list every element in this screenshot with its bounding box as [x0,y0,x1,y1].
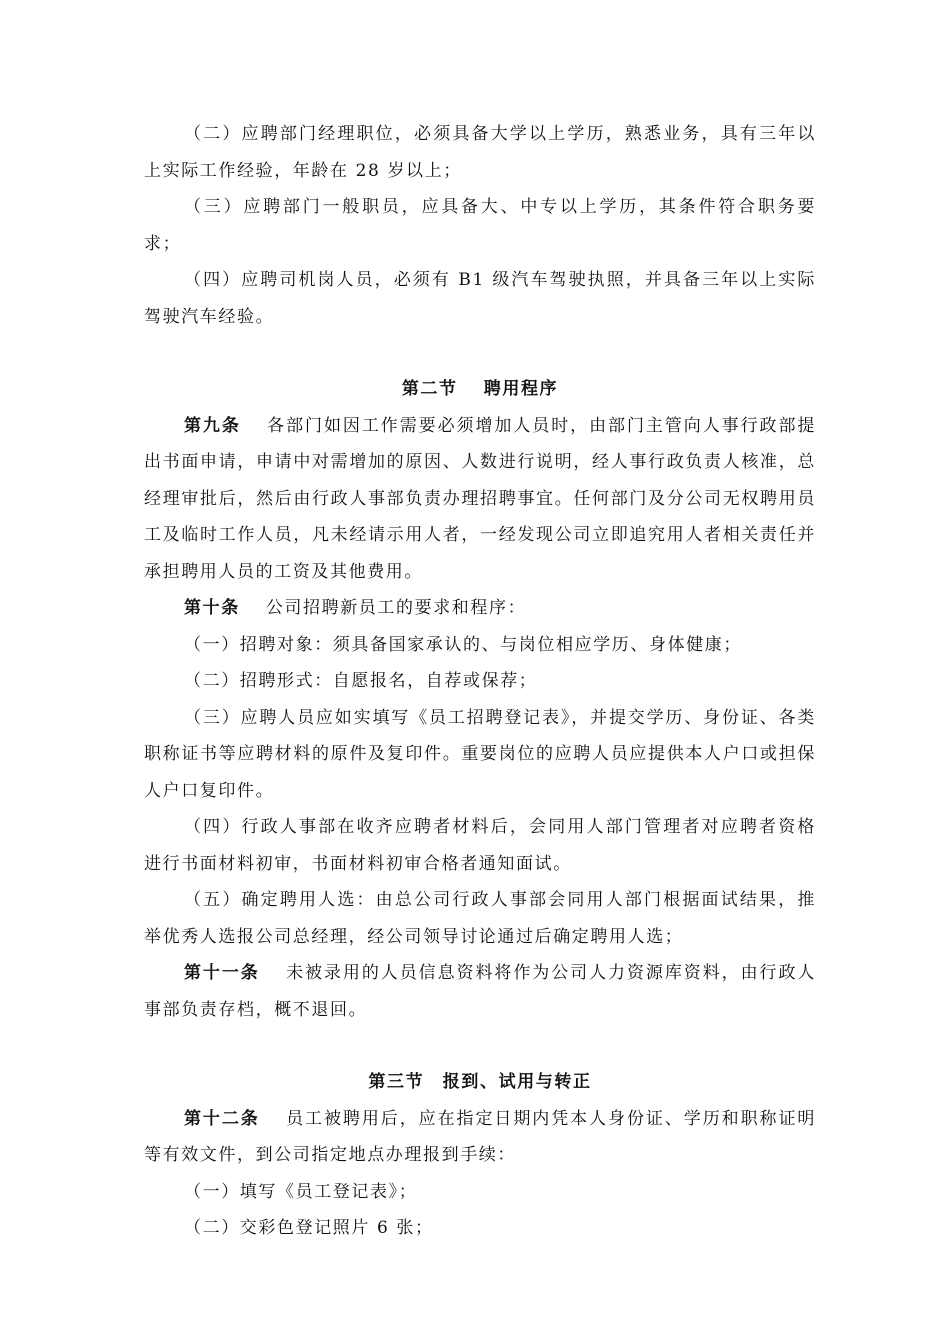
document-body [144,116,816,1247]
article-10-lead: 第十条 [184,598,240,618]
article-12-lead: 第十二条 [184,1108,260,1129]
article-10-item-5: （五）确定聘用人选：由总公司行政人事部会同用人部门根据面试结果，推举优秀人选报公司总经理，经公司领导讨论通过后确定聘用人选； [144,890,816,947]
article-11 [144,955,816,1028]
article-9 [144,408,816,591]
article-11-lead: 第十一条 [184,963,260,983]
paragraph-driver-requirement: （四）应聘司机岗人员，必须有 B1 级汽车驾驶执照，并具备三年以上实际驾驶汽车经验。 [144,270,816,327]
article-10-item-1: （一）招聘对象：须具备国家承认的、与岗位相应学历、身体健康； [184,634,742,655]
article-10-item-2: （二）招聘形式：自愿报名，自荐或保荐； [184,671,538,691]
article-9-text: 各部门如因工作需要必须增加人员时，由部门主管向人事行政部提出书面申请，申请中对需增加的原因、人数进行说明，经人事行政负责人核准，总经理审批后，然后由行政人事部负责办理招聘事宜。任何部门及分公司无权聘用员工及临时工作人员，凡未经请示用人者，一经发现公司立即追究用人者相关责任并承担聘用人员的工资及其他费用。 [144,415,816,582]
article-12 [144,1101,816,1174]
article-10-item-4: （四）行政人事部在收齐应聘者材料后，会同用人部门管理者对应聘者资格进行书面材料初审，书面材料初审合格者通知面试。 [144,817,816,874]
article-9-lead: 第九条 [184,415,241,436]
article-11-text: 未被录用的人员信息资料将作为公司人力资源库资料，由行政人事部负责存档，概不退回。 [144,963,816,1020]
section-3-title: 第三节 报到、试用与转正 [368,1072,592,1092]
section-gap [144,1028,816,1064]
section-2-title: 第二节 聘用程序 [401,379,559,399]
paragraph-manager-requirement: （二）应聘部门经理职位，必须具备大学以上学历，熟悉业务，具有三年以上实际工作经验，年龄在 28 岁以上； [144,124,816,181]
article-12-text: 员工被聘用后，应在指定日期内凭本人身份证、学历和职称证明等有效文件，到公司指定地点办理报到手续： [144,1108,816,1165]
article-12-item-2: （二）交彩色登记照片 6 张； [184,1218,434,1238]
article-12-item-1: （一）填写《员工登记表》； [184,1181,418,1202]
article-10 [144,590,816,627]
article-10-item-3: （三）应聘人员应如实填写《员工招聘登记表》，并提交学历、身份证、各类职称证书等应聘材料的原件及复印件。重要岗位的应聘人员应提供本人户口或担保人户口复印件。 [144,707,816,801]
paragraph-staff-requirement: （三）应聘部门一般职员，应具备大、中专以上学历，其条件符合职务要求； [144,197,816,254]
article-10-text: 公司招聘新员工的要求和程序： [265,598,527,618]
section-gap [144,335,816,371]
